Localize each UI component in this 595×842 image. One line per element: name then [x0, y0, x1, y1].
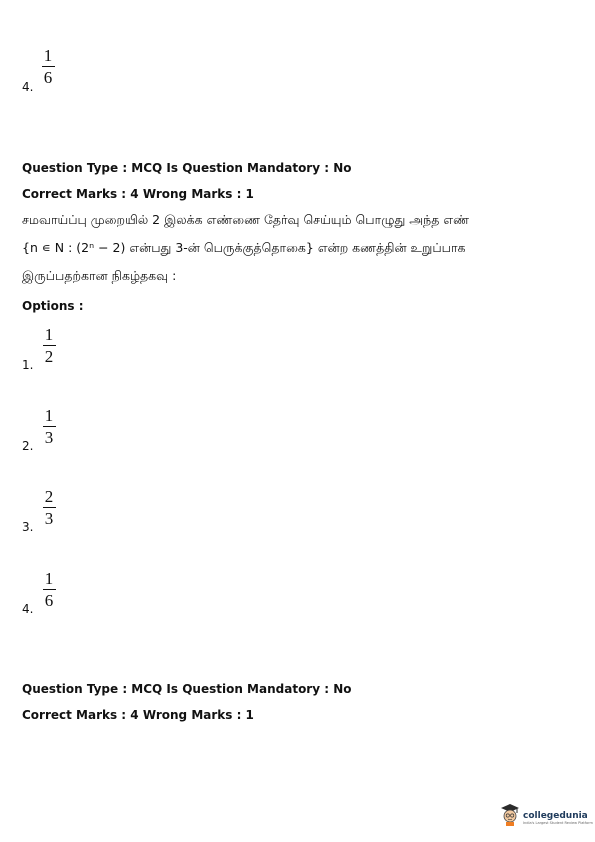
fraction-numerator: 1 [44, 325, 54, 344]
question-text-line-2: {n ∊ N : (2ⁿ − 2) என்பது 3-ன் பெருக்குத்தொகை} என்ற கணத்தின் உறுப்பாக [22, 240, 466, 255]
option-3-number: 3. [22, 520, 34, 534]
logo-name: collegedunia [523, 810, 588, 821]
top-option-4-number: 4. [22, 80, 34, 94]
marks-line: Correct Marks : 4 Wrong Marks : 1 [22, 187, 254, 201]
option-4-number: 4. [22, 602, 34, 616]
fraction-denominator: 3 [44, 509, 54, 528]
fraction-numerator: 1 [44, 406, 54, 425]
question-text-line-1: சமவாய்ப்பு முறையில் 2 இலக்க எண்ணை தேர்வு செய்யும் பொழுது அந்த எண் [22, 212, 469, 227]
option-2-number: 2. [22, 439, 34, 453]
question-text-line-3: இருப்பதற்கான நிகழ்தகவு : [22, 268, 177, 283]
graduate-mascot-icon [500, 803, 520, 832]
question-type-line: Question Type : MCQ Is Question Mandatory : No [22, 161, 352, 175]
option-2-fraction [41, 407, 57, 447]
next-question-type-line: Question Type : MCQ Is Question Mandatory : No [22, 682, 352, 696]
option-4-fraction [41, 570, 57, 610]
fraction-denominator: 2 [44, 347, 54, 366]
fraction-bar [43, 589, 56, 590]
fraction-bar [42, 66, 55, 67]
fraction-denominator: 6 [44, 591, 54, 610]
fraction-numerator: 1 [43, 46, 53, 65]
next-marks-line: Correct Marks : 4 Wrong Marks : 1 [22, 708, 254, 722]
option-3-fraction [41, 488, 57, 528]
option-1-number: 1. [22, 358, 34, 372]
fraction-numerator: 2 [44, 487, 54, 506]
options-label: Options : [22, 299, 84, 313]
option-1-fraction [41, 326, 57, 366]
fraction-bar [43, 426, 56, 427]
fraction-bar [43, 345, 56, 346]
collegedunia-logo [500, 803, 593, 832]
fraction-denominator: 3 [44, 428, 54, 447]
top-option-4-fraction [40, 47, 56, 87]
fraction-numerator: 1 [44, 569, 54, 588]
fraction-bar [43, 507, 56, 508]
logo-tagline: India's Largest Student Review Platform [523, 820, 593, 825]
fraction-denominator: 6 [43, 68, 53, 87]
